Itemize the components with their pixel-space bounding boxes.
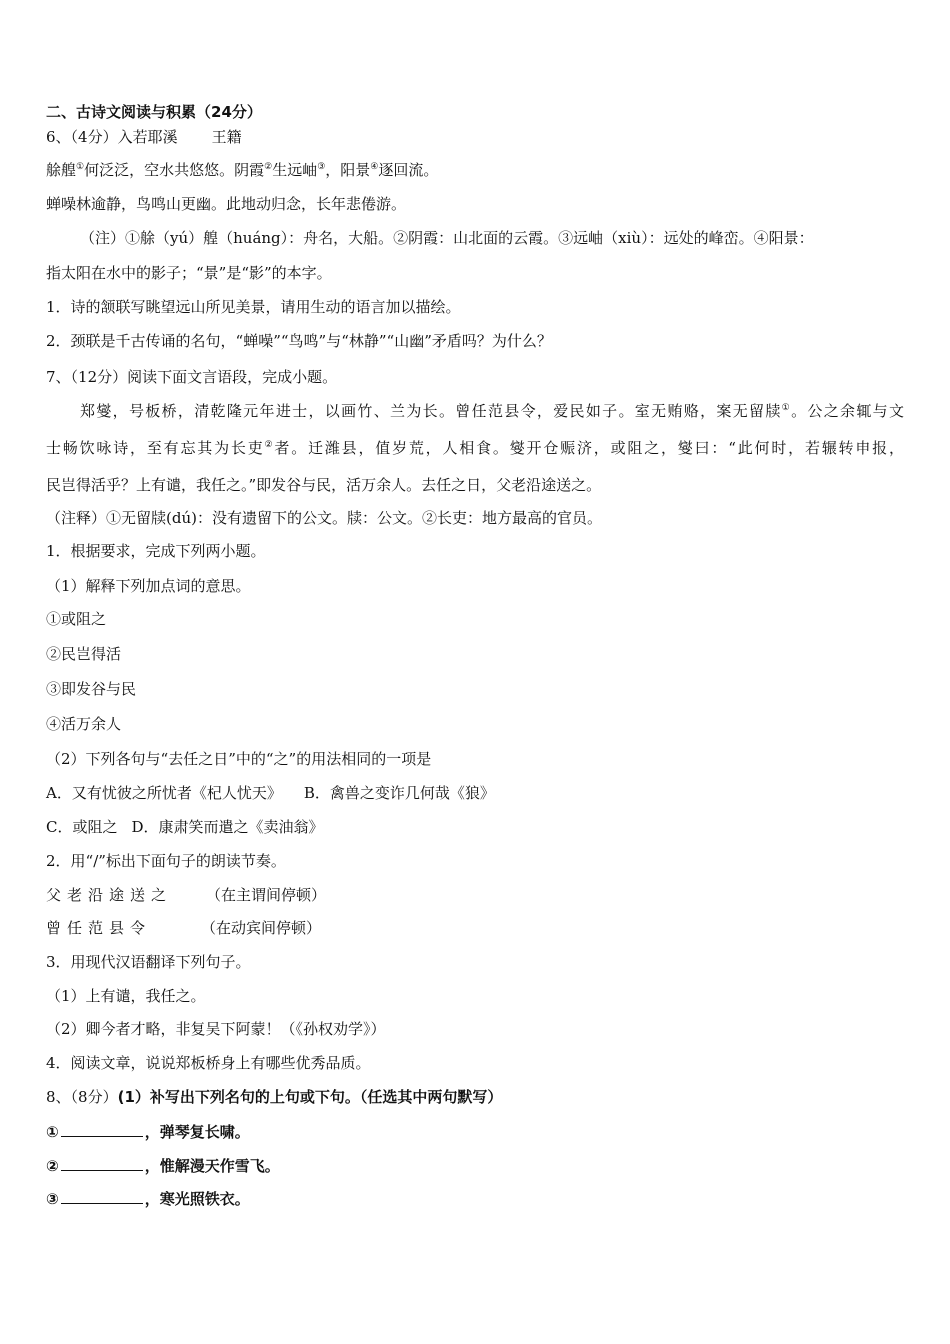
- rhythm2-sentence: 曾任范县令: [46, 919, 152, 937]
- fill3-text: ，寒光照铁衣。: [144, 1190, 250, 1208]
- q6-note-line1: （注）①艅（yú）艎（huáng）：舟名，大船。②阴霞：山北面的云霞。③远岫（xiù）：远处的峰峦。④阳景：: [80, 229, 814, 247]
- option-c: C．或阻之: [46, 818, 118, 836]
- q7-item2: ②民岂得活: [46, 645, 122, 663]
- q6-author: 王籍: [211, 128, 242, 146]
- fill3-blank[interactable]: [61, 1189, 143, 1204]
- option-d: D．康肃笑而遣之《卖油翁》: [131, 818, 324, 836]
- q7-passage-line3: 民岂得活乎？上有谴，我任之。”即发谷与民，活万余人。去任之日，父老沿途送之。: [46, 476, 602, 494]
- q7-sub1: 1．根据要求，完成下列两小题。: [46, 542, 266, 560]
- q7-item1: ①或阻之: [46, 610, 107, 628]
- option-b: B．禽兽之变诈几何哉《狼》: [303, 784, 495, 802]
- q6-poem-line1: 艅艎①何泛泛，空水共悠悠。阴霞②生远岫③，阳景④逐回流。: [46, 161, 439, 179]
- fill1-num: ①: [46, 1123, 59, 1141]
- q7-sub3: 3．用现代汉语翻译下列句子。: [46, 953, 251, 971]
- q7-header: 7、（12分）阅读下面文言语段，完成小题。: [46, 368, 338, 386]
- q6-sub2: 2．颈联是千古传诵的名句，“蝉噪”“鸟鸣”与“林静”“山幽”矛盾吗？为什么？: [46, 332, 552, 350]
- q6-header: 6、（4分）入若耶溪: [46, 128, 178, 146]
- rhythm1-sentence: 父老沿途送之: [46, 886, 173, 904]
- fill2-blank[interactable]: [61, 1156, 143, 1171]
- q7-options-cd: [46, 817, 324, 837]
- q7-annotation: （注释）①无留牍(dú)：没有遗留下的公文。牍：公文。②长吏：地方最高的官员。: [46, 509, 602, 527]
- q8-fill2: [46, 1156, 280, 1176]
- option-a: A．又有忧彼之所忧者《杞人忧天》: [46, 784, 282, 802]
- q7-sub2: 2．用“/”标出下面句子的朗读节奏。: [46, 852, 286, 870]
- q7-sub3-2: （2）卿今者才略，非复吴下阿蒙！（《孙权劝学》）: [46, 1020, 386, 1038]
- section-title: 二、古诗文阅读与积累（24分）: [46, 103, 262, 121]
- q8-header-prefix: 8、（8分）: [46, 1088, 118, 1106]
- q7-item3: ③即发谷与民: [46, 680, 137, 698]
- q7-sub1-1: （1）解释下列加点词的意思。: [46, 577, 251, 595]
- q7-sub4: 4．阅读文章，说说郑板桥身上有哪些优秀品质。: [46, 1054, 371, 1072]
- fill1-blank[interactable]: [61, 1122, 143, 1137]
- rhythm2-note: （在动宾间停顿）: [201, 919, 322, 937]
- q8-header-bold: (1）补写出下列名句的上句或下句。（任选其中两句默写）: [117, 1088, 503, 1106]
- q8-fill1: [46, 1122, 250, 1142]
- rhythm1-note: （在主谓间停顿）: [206, 886, 327, 904]
- q8-fill3: [46, 1189, 250, 1209]
- q7-sub1-2: （2）下列各句与“去任之日”中的“之”的用法相同的一项是: [46, 750, 432, 768]
- q6-poem-line2: 蝉噪林逾静，鸟鸣山更幽。此地动归念，长年悲倦游。: [46, 195, 407, 213]
- fill1-text: ，弹琴复长啸。: [144, 1123, 250, 1141]
- q7-rhythm1: [46, 885, 326, 905]
- q6-sub1: 1．诗的颔联写眺望远山所见美景，请用生动的语言加以描绘。: [46, 298, 461, 316]
- q6-note-line2: 指太阳在水中的影子；“景”是“影”的本字。: [46, 264, 332, 282]
- q7-options-ab: [46, 783, 495, 803]
- fill3-num: ③: [46, 1190, 59, 1208]
- q8-header: [46, 1087, 502, 1107]
- q6-header-line: [46, 127, 242, 147]
- q7-sub3-1: （1）上有谴，我任之。: [46, 987, 206, 1005]
- q7-rhythm2: [46, 918, 321, 938]
- q7-passage-line1: 郑燮，号板桥，清乾隆元年进士，以画竹、兰为长。曾任范县令，爱民如子。室无贿赂，案无留牍①。公之余辄与文: [80, 402, 904, 420]
- fill2-num: ②: [46, 1157, 59, 1175]
- q7-item4: ④活万余人: [46, 715, 122, 733]
- fill2-text: ，惟解漫天作雪飞。: [144, 1157, 280, 1175]
- q7-passage-line2: 士畅饮咏诗，至有忘其为长吏②者。迁潍县，值岁荒，人相食。燮开仓赈济，或阻之，燮曰：“此何时，若辗转申报，: [46, 439, 904, 457]
